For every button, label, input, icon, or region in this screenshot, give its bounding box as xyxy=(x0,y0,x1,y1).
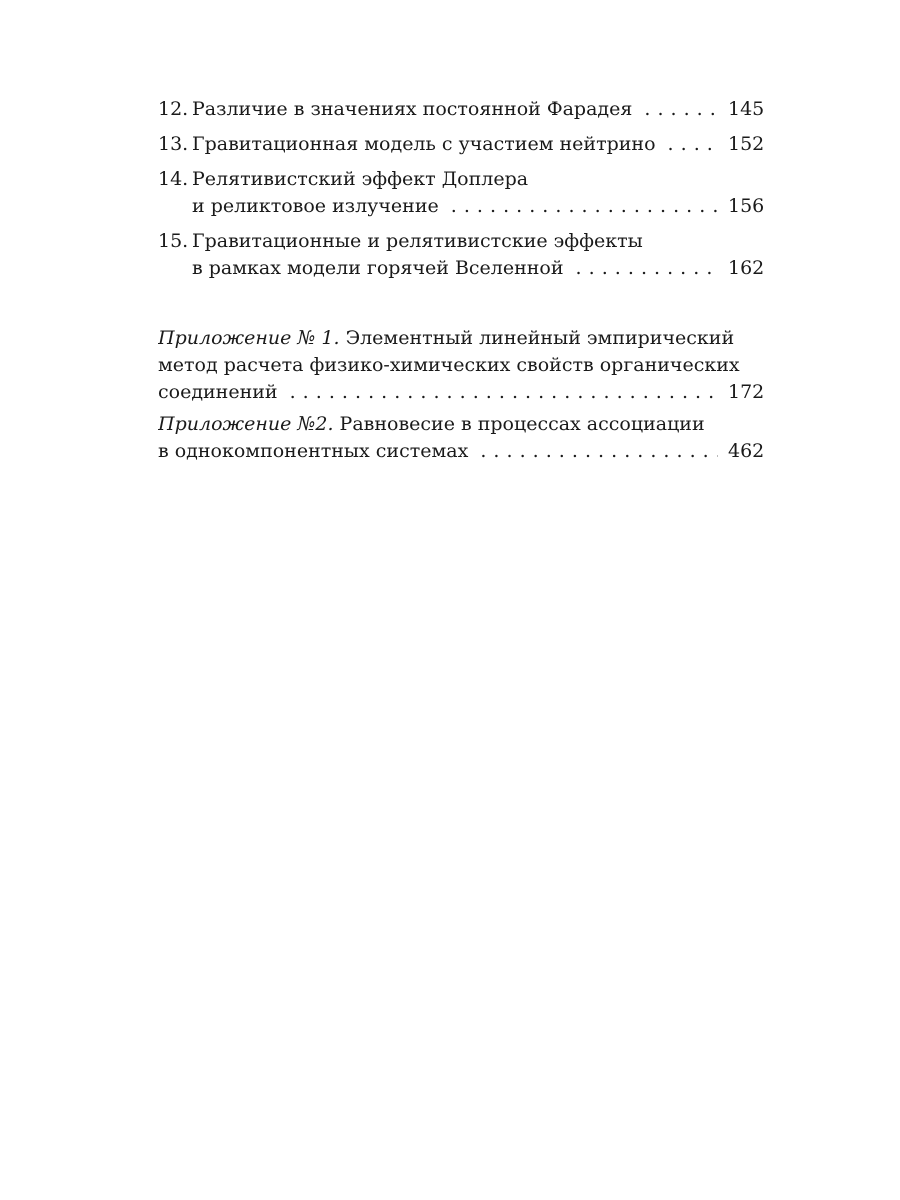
toc-entry-page: 152 xyxy=(728,133,765,155)
toc-entry-15[interactable] xyxy=(158,228,765,282)
dot-leader xyxy=(668,131,718,158)
dot-leader xyxy=(451,193,718,220)
toc-entry-number: 13. xyxy=(158,133,189,155)
dot-leader xyxy=(290,379,718,406)
toc-entry-page: 145 xyxy=(728,98,765,120)
toc-appendix-first-line xyxy=(158,325,762,352)
toc-entry-number: 15. xyxy=(158,230,189,252)
toc-entry-14[interactable] xyxy=(158,166,765,220)
toc-entry-number: 12. xyxy=(158,98,189,120)
toc-entry-title: и реликтовое излучение xyxy=(192,195,439,217)
dot-leader xyxy=(644,96,718,123)
appendix-label: Приложение №2. xyxy=(158,413,334,435)
toc-entry-line xyxy=(192,96,765,123)
toc-entry-title: соединений xyxy=(158,381,278,403)
dot-leader xyxy=(576,255,718,282)
appendix-label: Приложение № 1. xyxy=(158,327,340,349)
toc-entry-page: 162 xyxy=(728,257,765,279)
toc-entry-page: 156 xyxy=(728,195,765,217)
toc-entry-line xyxy=(192,255,765,282)
toc-appendix-2[interactable] xyxy=(158,411,765,465)
toc-entry-title: Гравитационная модель с участием нейтрино xyxy=(192,133,656,155)
toc-appendix-first-line xyxy=(158,411,762,438)
toc-entry-page: 172 xyxy=(728,381,765,403)
toc-appendix-1[interactable] xyxy=(158,325,765,406)
toc-entry-title: в рамках модели горячей Вселенной xyxy=(192,257,564,279)
appendix-title-start: Элементный линейный эмпирический xyxy=(339,327,735,349)
table-of-contents xyxy=(158,96,765,465)
toc-appendix-title-line: метод расчета физико-химических свойств органических xyxy=(158,354,740,376)
toc-entry-title: Различие в значениях постоянной Фарадея xyxy=(192,98,633,120)
dot-leader xyxy=(480,438,718,465)
toc-entry-title-line: Релятивистский эффект Доплера xyxy=(192,168,529,190)
toc-entry-line xyxy=(192,131,765,158)
toc-entry-page: 462 xyxy=(728,440,765,462)
toc-entry-12[interactable] xyxy=(158,96,765,123)
toc-entry-13[interactable] xyxy=(158,131,765,158)
toc-entry-number: 14. xyxy=(158,168,189,190)
toc-entry-title-line: Гравитационные и релятивистские эффекты xyxy=(192,230,643,252)
toc-entry-title: в однокомпонентных системах xyxy=(158,440,469,462)
appendix-title-start: Равновесие в процессах ассоциации xyxy=(333,413,705,435)
toc-entry-line xyxy=(192,193,765,220)
toc-entry-line xyxy=(158,438,765,465)
toc-entry-line xyxy=(158,379,765,406)
